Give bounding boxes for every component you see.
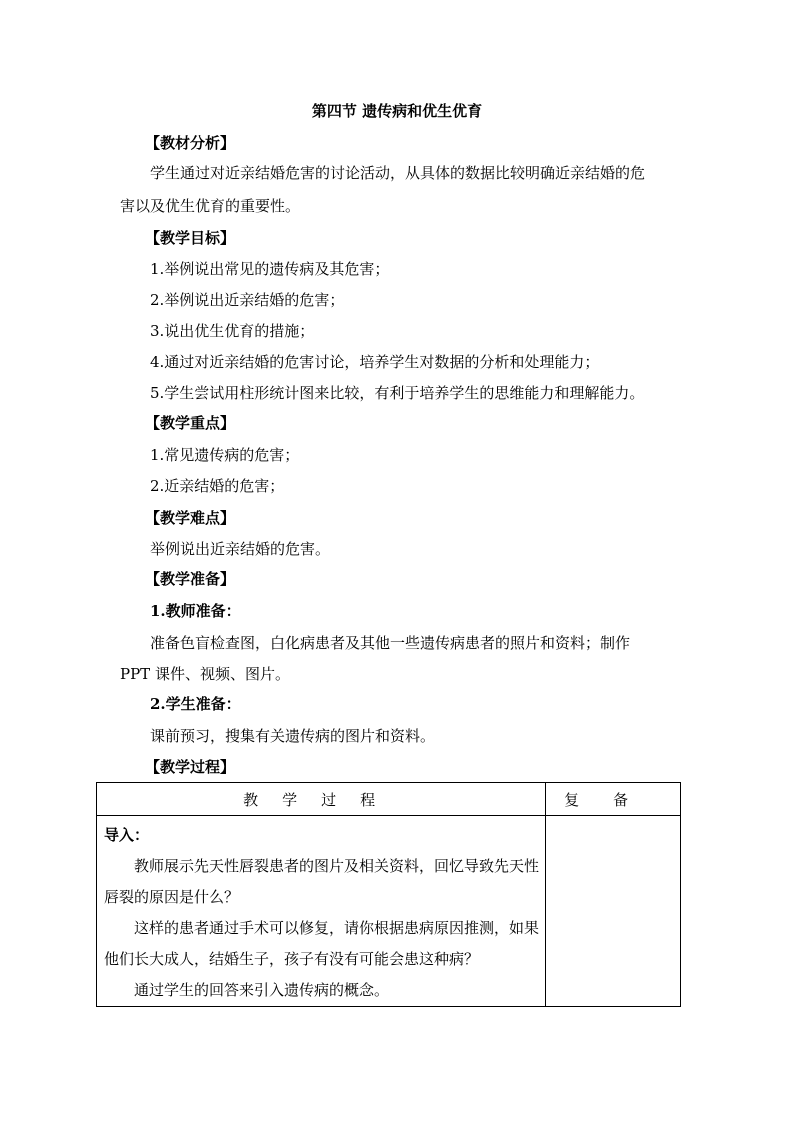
key-point-item-1: 1.常见遗传病的危害； xyxy=(150,446,300,464)
analysis-text-line-1: 学生通过对近亲结婚危害的讨论活动，从具体的数据比较明确近亲结婚的危 xyxy=(150,164,646,182)
intro-paragraph-3: 通过学生的回答来引入遗传病的概念。 xyxy=(134,981,390,999)
student-preparation-text: 课前预习，搜集有关遗传病的图片和资料。 xyxy=(150,727,436,745)
process-column-header xyxy=(97,783,546,816)
notes-column-header xyxy=(546,783,681,816)
intro-label: 导入： xyxy=(104,826,150,844)
key-points-heading: 【教学重点】 xyxy=(145,414,236,432)
analysis-text-line-2: 害以及优生优育的重要性。 xyxy=(120,197,301,215)
process-table xyxy=(96,782,681,1007)
process-table-row xyxy=(97,816,681,1007)
objective-item-2: 2.举例说出近亲结婚的危害； xyxy=(150,291,345,309)
objective-item-4: 4.通过对近亲结婚的危害讨论，培养学生对数据的分析和处理能力； xyxy=(150,353,600,371)
process-table-header-row xyxy=(97,783,681,816)
student-preparation-heading: 2.学生准备： xyxy=(150,695,241,713)
process-heading: 【教学过程】 xyxy=(145,758,236,776)
objectives-heading: 【教学目标】 xyxy=(145,229,236,247)
objective-item-1: 1.举例说出常见的遗传病及其危害； xyxy=(150,260,390,278)
teacher-preparation-line-1: 准备色盲检查图，白化病患者及其他一些遗传病患者的照片和资料；制作 xyxy=(150,634,631,652)
notes-column-header-label: 复备 xyxy=(564,790,663,809)
teacher-preparation-line-2: PPT 课件、视频、图片。 xyxy=(120,665,290,683)
process-content-cell xyxy=(97,816,546,1007)
notes-cell xyxy=(546,816,681,1007)
analysis-heading: 【教材分析】 xyxy=(145,134,236,152)
objective-item-5: 5.学生尝试用柱形统计图来比较，有利于培养学生的思维能力和理解能力。 xyxy=(150,384,645,402)
key-point-item-2: 2.近亲结婚的危害； xyxy=(150,477,285,495)
page-title: 第四节 遗传病和优生优育 xyxy=(311,102,483,120)
intro-paragraph-2: 这样的患者通过手术可以修复，请你根据患病原因推测，如果他们长大成人，结婚生子，孩子有没有可能会患这种病？ xyxy=(104,919,540,968)
intro-paragraph-1: 教师展示先天性唇裂患者的图片及相关资料，回忆导致先天性唇裂的原因是什么？ xyxy=(104,857,540,906)
process-column-header-label: 教学过程 xyxy=(243,790,400,809)
difficulties-heading: 【教学难点】 xyxy=(145,509,236,527)
preparation-heading: 【教学准备】 xyxy=(145,570,236,588)
teacher-preparation-heading: 1.教师准备： xyxy=(150,602,241,620)
objective-item-3: 3.说出优生优育的措施； xyxy=(150,322,315,340)
difficulties-text: 举例说出近亲结婚的危害。 xyxy=(150,540,331,558)
